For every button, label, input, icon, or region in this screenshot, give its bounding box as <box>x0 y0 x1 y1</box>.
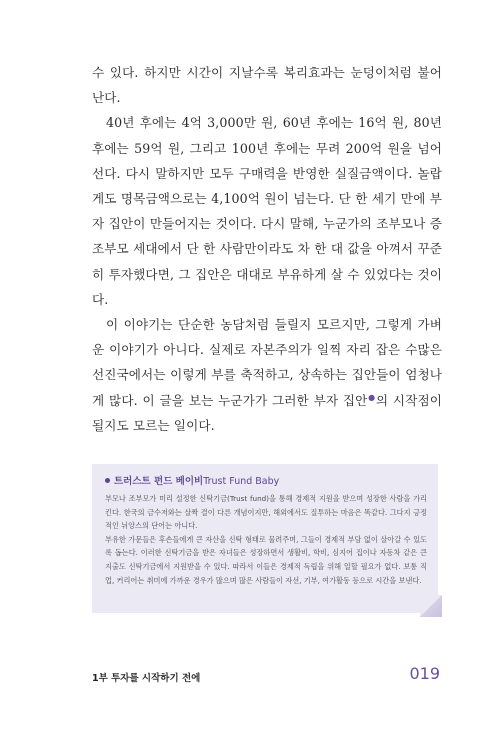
note-title-korean: 트러스트 펀드 베이비 <box>114 476 204 487</box>
note-paragraph-1: 부모나 조부모가 미리 설정한 신탁기금(Trust fund)을 통해 경제적 지원을 받으며 성장한 사람을 가리킨다. 한국의 금수저와는 살짝 결이 다른 개념이지만, 해외에서도 질투하는 마음은 똑같다. 그다지 긍정적인 뉘앙스의 단어는 아니다. <box>105 494 427 531</box>
note-body <box>105 492 427 587</box>
paragraph-2: 40년 후에는 4억 3,000만 원, 60년 후에는 16억 원, 80년 후에는 59억 원, 그리고 100년 후에는 무려 200억 원을 넘어선다. 다시 말하지만 모두 구매력을 반영한 실질금액이다. 놀랍게도 명목금액으로는 4,100억 원이 넘는다. 단 한 세기 만에 부자 집안이 만들어지는 것이다. 다시 말해, 누군가의 조부모나 증조부모 세대에서 단 한 사람만이라도 차 한 대 값을 아껴서 꾸준히 투자했다면, 그 집안은 대대로 부유하게 살 수 있었다는 것이다. <box>92 115 442 307</box>
running-footer: 1부 투자를 시작하기 전에 <box>92 673 201 684</box>
paragraph-1: 수 있다. 하지만 시간이 지날수록 복리효과는 눈덩이처럼 불어난다. <box>92 65 442 106</box>
glossary-note-box <box>92 464 438 613</box>
bullet-icon <box>105 478 110 483</box>
note-title <box>114 473 279 487</box>
footnote-marker: ● <box>367 392 376 402</box>
main-text <box>92 60 442 438</box>
page-number: 019 <box>409 664 440 683</box>
paragraph-3-text-a: 이 이야기는 단순한 농담처럼 들릴지 모르지만, 그렇게 가벼운 이야기가 아니다. 실제로 자본주의가 일찍 자리 잡은 수많은 선진국에서는 이렇게 부를 축적하고, 상속하는 집안들이 엄청나게 많다. 이 글을 보는 누군가가 그러한 부자 집안 <box>92 317 442 408</box>
paragraph-3 <box>92 312 442 438</box>
note-title-english: Trust Fund Baby <box>203 476 280 487</box>
paragraph-3-text-b: 의 시작점이 될지도 모르는 일이다. <box>92 392 442 433</box>
page-curl-icon <box>420 595 442 617</box>
note-paragraph-2: 부유한 가문들은 후손들에게 큰 자산을 신탁 형태로 물려주며, 그들이 경제적 부담 없이 살아갈 수 있도록 돕는다. 이러한 신탁기금을 받은 자녀들은 성장하면서 생활비, 학비, 심지어 집이나 자동차 같은 큰 지출도 신탁기금에서 지원받을 수 있다. 따라서 이들은 경제적 독립을 위해 일할 필요가 없다. 보통 직업, 커리어는 취미에 가까운 경우가 많으며 많은 사람들이 자선, 기부, 여가활동 등으로 시간을 보낸다. <box>105 534 427 585</box>
